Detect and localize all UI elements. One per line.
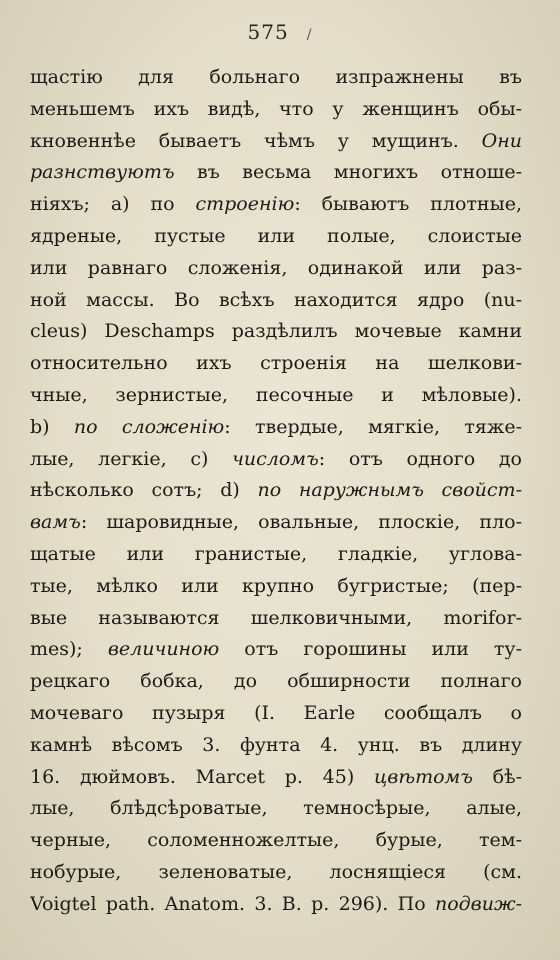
text-segment: кновеннѣе бываетъ чѣмъ у мущинъ. bbox=[30, 129, 482, 152]
text-segment: ядреные, пустые или полые, слоистые bbox=[30, 224, 522, 247]
text-segment: b) bbox=[30, 415, 74, 438]
text-line bbox=[30, 62, 522, 94]
text-segment: Voigtel path. Anatom. 3. B. p. 296). По bbox=[30, 892, 435, 915]
text-segment: рецкаго бобка, до обширности полнаго bbox=[30, 670, 522, 693]
text-line bbox=[30, 126, 522, 158]
text-line bbox=[30, 793, 522, 825]
text-line bbox=[30, 94, 522, 126]
text-line bbox=[30, 507, 522, 539]
text-segment: мочеваго пузыря (I. Earle сообщалъ о bbox=[30, 701, 522, 724]
italic-term: строенію bbox=[195, 193, 295, 216]
text-segment: cleus) Deschamps раздѣлилъ мочевые камни bbox=[30, 320, 522, 343]
text-line bbox=[30, 285, 522, 317]
italic-term: по наружнымъ свойст- bbox=[257, 479, 522, 502]
text-line bbox=[30, 157, 522, 189]
text-segment: ной массы. Во всѣхъ находится ядро (nu- bbox=[30, 288, 522, 311]
page-number bbox=[0, 20, 560, 44]
text-line bbox=[30, 221, 522, 253]
text-segment: относительно ихъ строенія на шелкови- bbox=[30, 352, 522, 375]
text-segment: лые, блѣдсѣроватые, темносѣрые, алые, bbox=[30, 797, 522, 820]
text-segment: щастію для больнаго изпражнены въ bbox=[30, 66, 522, 88]
italic-term: вамъ bbox=[30, 511, 81, 534]
text-segment: отъ горошины или ту- bbox=[219, 638, 522, 661]
text-line bbox=[30, 889, 522, 921]
text-line bbox=[30, 571, 522, 603]
italic-term: цвѣтомъ bbox=[374, 765, 473, 788]
italic-term: Они bbox=[481, 129, 522, 152]
italic-term: числомъ bbox=[232, 447, 319, 470]
page-corner-mark: / bbox=[306, 27, 313, 43]
text-line bbox=[30, 857, 522, 889]
text-segment: въ весьма многихъ отноше- bbox=[174, 161, 522, 184]
text-line bbox=[30, 253, 522, 285]
text-segment: тые, мѣлко или крупно бугристые; (пер- bbox=[30, 574, 522, 597]
text-line bbox=[30, 444, 522, 476]
text-segment: вые называются шелковичными, morifor- bbox=[30, 606, 522, 629]
text-segment: камнѣ вѣсомъ 3. фунта 4. унц. въ длину bbox=[30, 733, 522, 756]
text-segment: чные, зернистые, песочные и мѣловые). bbox=[30, 383, 522, 406]
text-segment: mes); bbox=[30, 638, 108, 661]
text-segment: щатые или гранистые, гладкіе, углова- bbox=[30, 542, 522, 565]
text-segment: : отъ одного до bbox=[318, 447, 522, 470]
text-segment: нѣсколько сотъ; d) bbox=[30, 479, 258, 502]
text-line bbox=[30, 634, 522, 666]
text-segment: лые, легкіе, c) bbox=[30, 447, 233, 470]
text-line bbox=[30, 730, 522, 762]
text-segment: : шаровидные, овальные, плоскіе, пло- bbox=[80, 511, 522, 534]
italic-term: подвиж- bbox=[434, 892, 522, 915]
text-segment: или равнаго сложенія, одинакой или раз- bbox=[30, 256, 522, 279]
text-line bbox=[30, 412, 522, 444]
text-line bbox=[30, 348, 522, 380]
text-segment: ніяхъ; а) по bbox=[30, 193, 196, 216]
text-line bbox=[30, 189, 522, 221]
italic-term: разнствуютъ bbox=[30, 161, 175, 184]
body-text bbox=[30, 62, 522, 921]
text-segment: нобурые, зеленоватые, лоснящіеся (см. bbox=[30, 860, 522, 883]
text-segment: бѣ- bbox=[472, 765, 522, 788]
text-line bbox=[30, 825, 522, 857]
text-line bbox=[30, 539, 522, 571]
text-line bbox=[30, 380, 522, 412]
text-segment: 16. дюймовъ. Marcet p. 45) bbox=[30, 765, 374, 788]
text-line bbox=[30, 698, 522, 730]
text-line bbox=[30, 666, 522, 698]
text-segment: черные, соломенножелтые, бурые, тем- bbox=[30, 829, 522, 852]
text-line bbox=[30, 762, 522, 794]
text-segment: : бываютъ плотные, bbox=[294, 193, 522, 216]
text-line bbox=[30, 475, 522, 507]
page-number-text: 575 bbox=[247, 20, 289, 44]
text-line bbox=[30, 603, 522, 635]
text-line bbox=[30, 316, 522, 348]
italic-term: по сложенію bbox=[73, 415, 225, 438]
text-segment: : твердые, мягкіе, тяже- bbox=[224, 415, 522, 438]
text-segment: меньшемъ ихъ видѣ, что у женщинъ обы- bbox=[30, 97, 522, 120]
italic-term: величиною bbox=[107, 638, 220, 661]
